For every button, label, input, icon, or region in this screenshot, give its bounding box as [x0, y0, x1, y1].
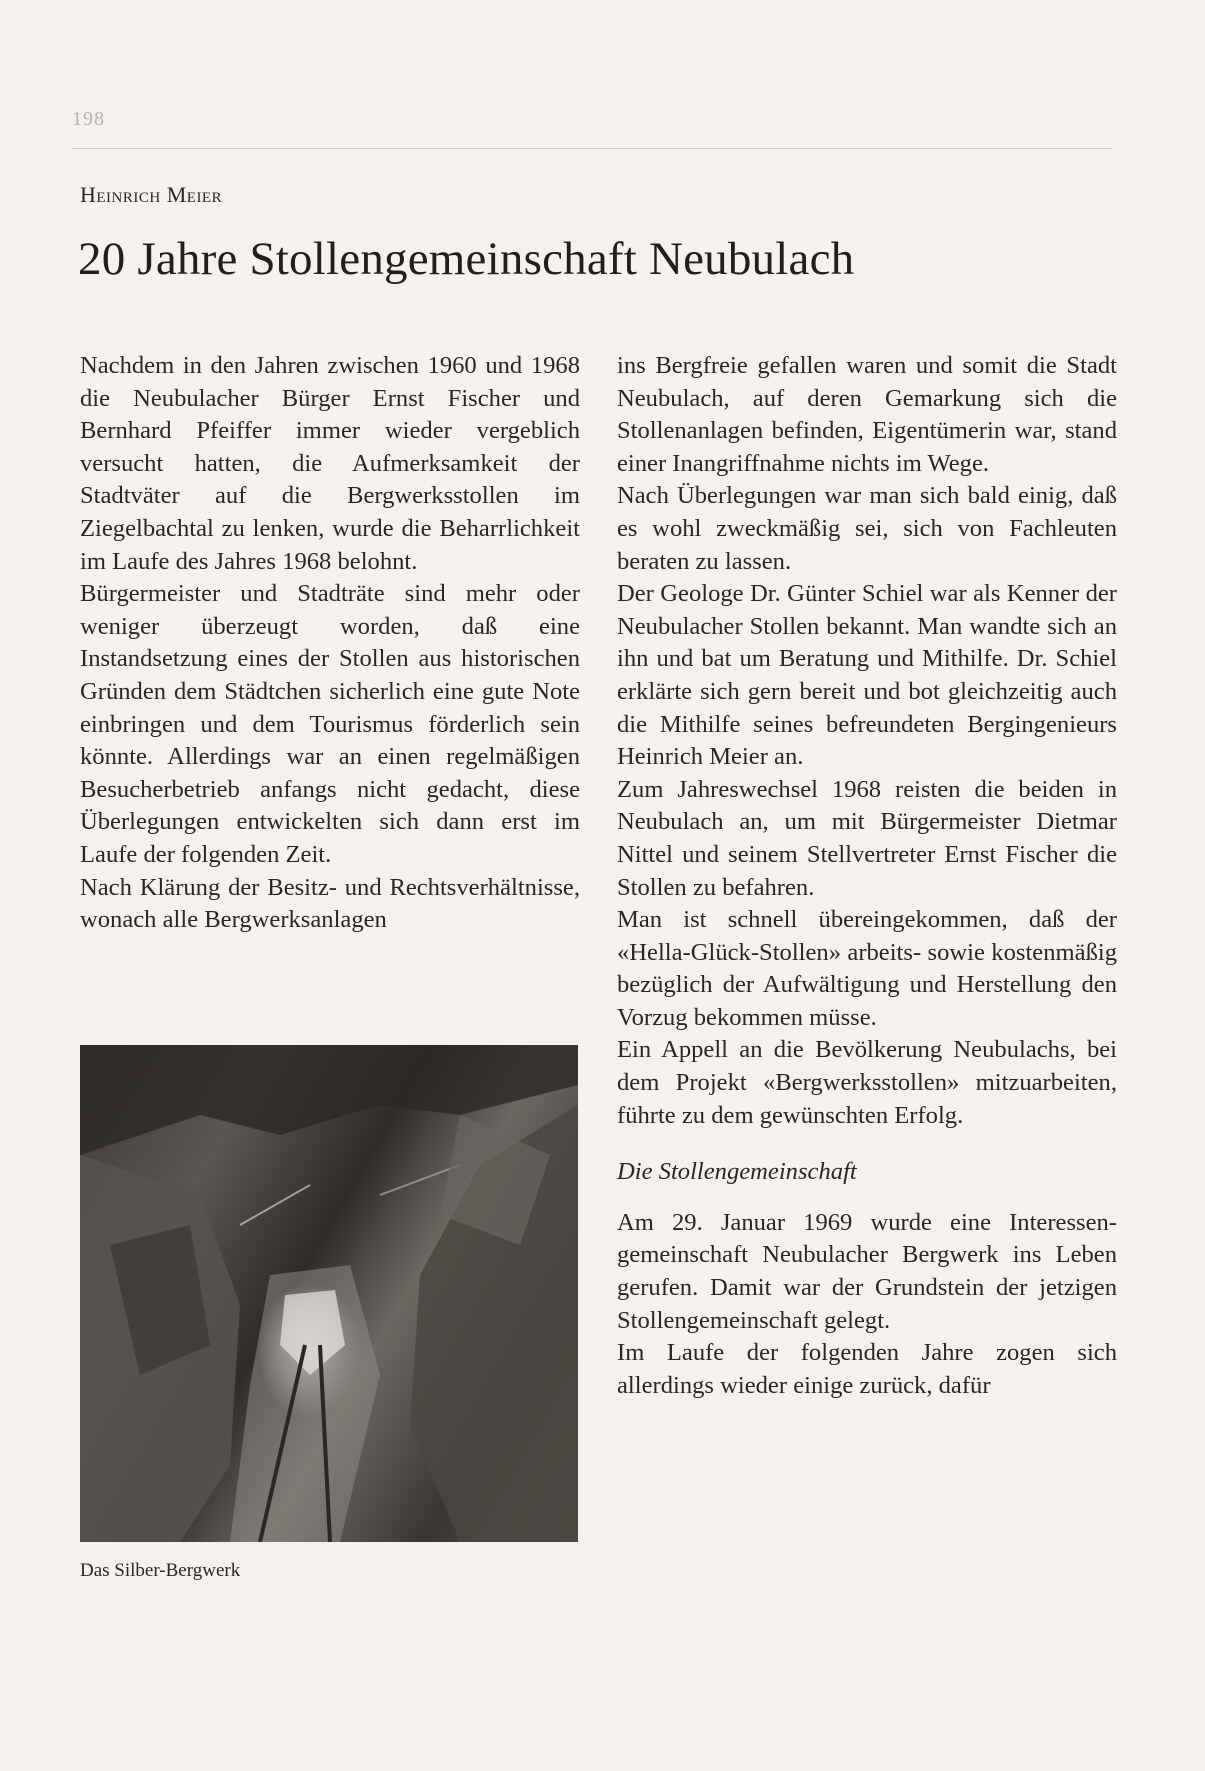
photo-caption: Das Silber-Bergwerk: [80, 1560, 241, 1581]
page-number: 198: [72, 108, 105, 130]
left-column: [80, 350, 580, 937]
paragraph: Man ist schnell übereingekommen, daß der «Hella-Glück-Stollen» arbeits- sowie kostenmäßig bezüglich der Aufwältigung und Herstellung den Vorzug bekommen müsse.: [617, 906, 1117, 1031]
paragraph: Der Geologe Dr. Günter Schiel war als Kenner der Neubulacher Stollen bekannt. Man wandte sich an ihn und bat um Beratung und Mithilfe. Dr. Schiel erklärte sich gern bereit und bot gleichzeitig auch die Mithilfe seines befreundeten Bergingenieurs Heinrich Meier an.: [617, 580, 1117, 771]
section-subheading: Die Stollengemeinschaft: [617, 1158, 857, 1186]
paragraph: Nachdem in den Jahren zwischen 1960 und 1968 die Neubulacher Bürger Ernst Fischer und Bernhard Pfeiffer immer wieder vergeblich versucht hatten, die Aufmerksamkeit der Stadtväter auf die Bergwerksstollen im Ziegelbachtal zu lenken, wurde die Beharrlichkeit im Laufe des Jahres 1968 belohnt.: [80, 352, 580, 575]
header-rule: [72, 148, 1112, 149]
mine-tunnel-photo: [80, 1045, 578, 1542]
mine-tunnel-illustration: [80, 1045, 578, 1542]
paragraph: Zum Jahreswechsel 1968 reisten die beiden in Neubulach an, um mit Bürgermeister Dietmar Nittel und seinem Stellvertreter Ernst Fischer die Stollen zu befahren.: [617, 775, 1117, 901]
paragraph: ins Bergfreie gefallen waren und somit die Stadt Neubulach, auf deren Gemarkung sich die Stollenanlagen befinden, Eigentümerin war, stand einer Inangriffnahme nichts im Wege.: [617, 352, 1117, 477]
paragraph: Am 29. Januar 1969 wurde eine Interessengemeinschaft Neubulacher Bergwerk ins Leben gerufen. Damit war der Grundstein der jetzigen Stollengemeinschaft gelegt.: [617, 1208, 1117, 1334]
author-name: Heinrich Meier: [80, 182, 223, 207]
article-title: 20 Jahre Stollengemeinschaft Neubulach: [78, 233, 855, 285]
paragraph: Nach Überlegungen war man sich bald einig, daß es wohl zweckmäßig sei, sich von Fachleuten beraten zu lassen.: [617, 482, 1117, 575]
paragraph: Ein Appell an die Bevölkerung Neubulachs, bei dem Projekt «Bergwerksstollen» mitzuarbeiten, führte zu dem gewünschten Erfolg.: [617, 1036, 1117, 1129]
paragraph: Nach Klärung der Besitz- und Rechtsverhältnisse, wonach alle Bergwerksanlagen: [80, 873, 580, 934]
paragraph: Bürgermeister und Stadträte sind mehr oder weniger überzeugt worden, daß eine Instandsetzung eines der Stollen aus historischen Gründen dem Städtchen sicherlich eine gute Note einbringen und dem Tourismus förderlich sein könnte. Allerdings war an einen regelmäßigen Besucherbetrieb anfangs nicht gedacht, diese Überlegungen entwickelten sich dann erst im Laufe der folgenden Zeit.: [80, 580, 580, 868]
right-column: [617, 350, 1117, 1402]
paragraph: Im Laufe der folgenden Jahre zogen sich allerdings wieder einige zurück, dafür: [617, 1339, 1117, 1399]
